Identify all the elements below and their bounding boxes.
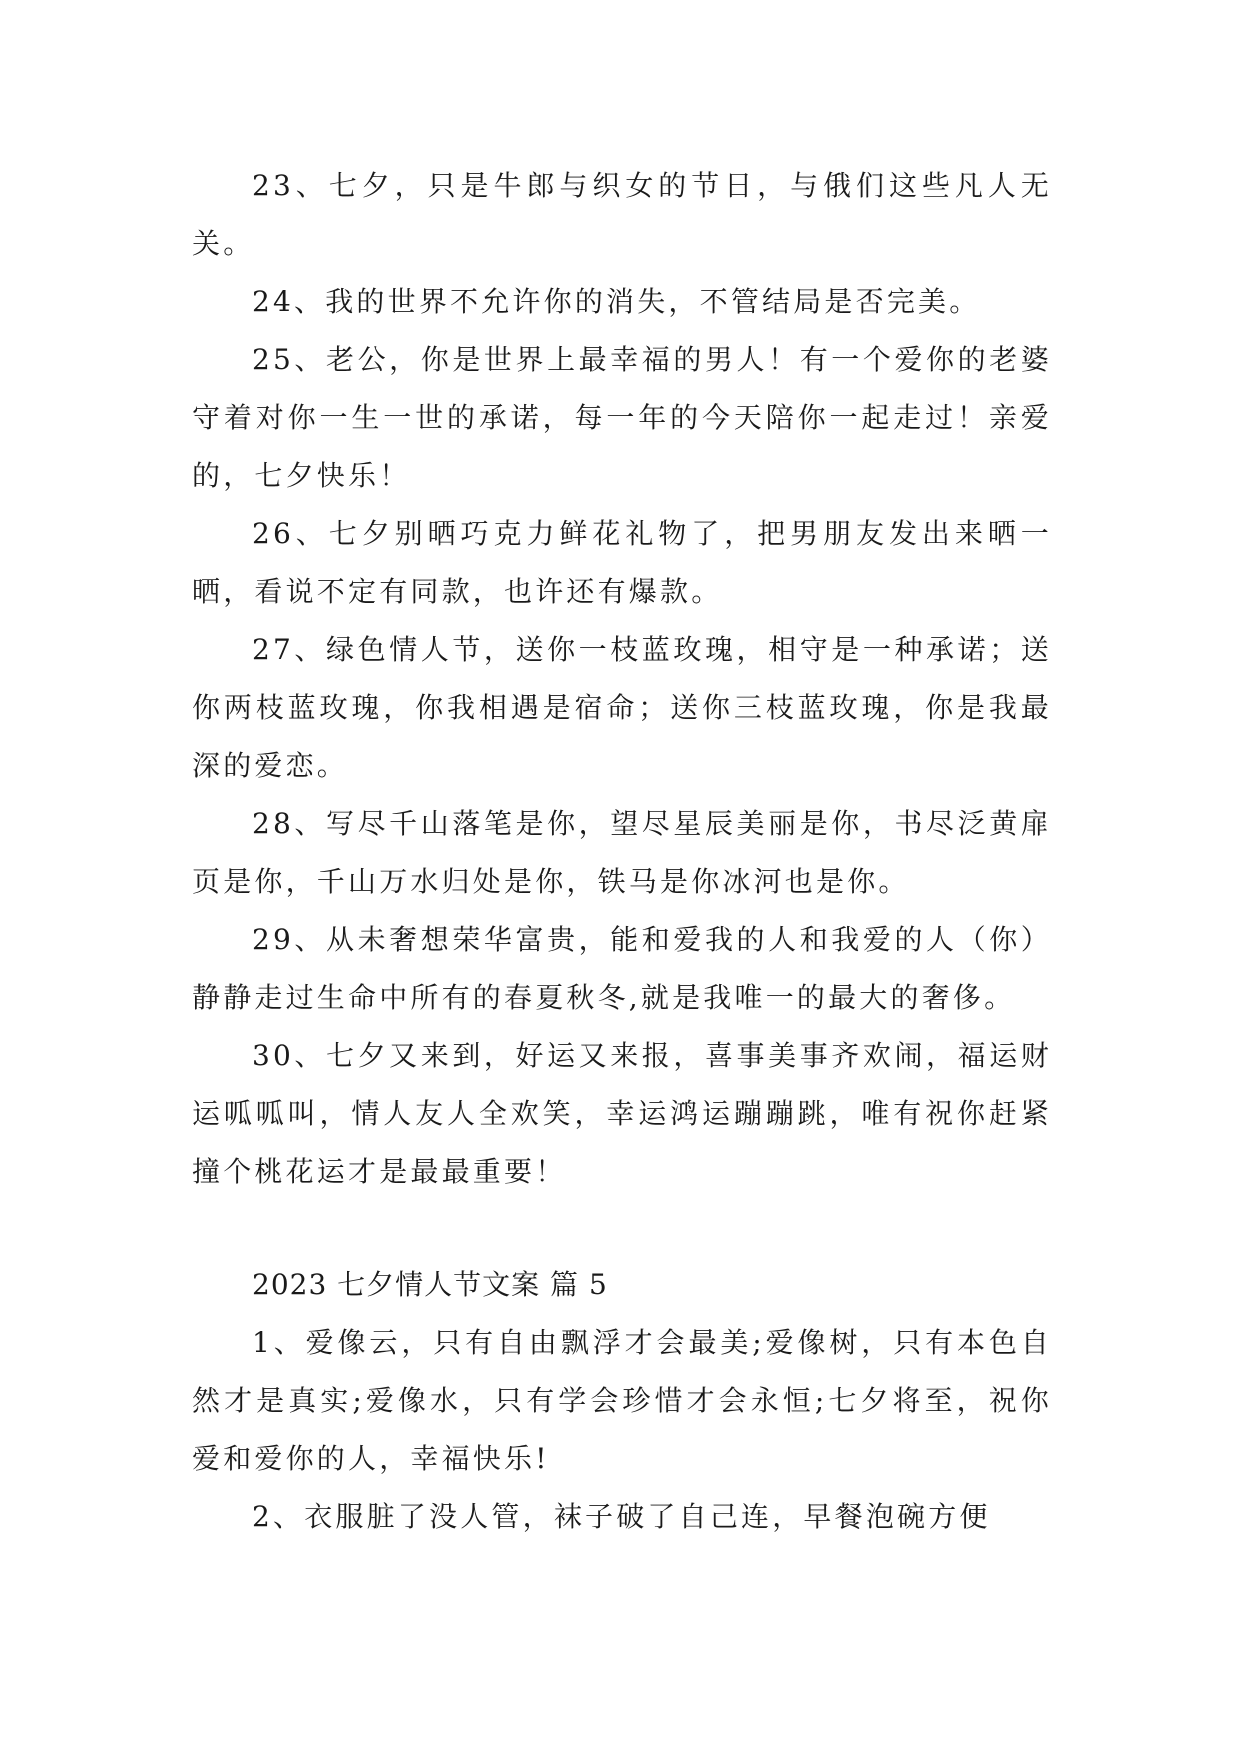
paragraph-30: 30、七夕又来到，好运又来报，喜事美事齐欢闹，福运财运呱呱叫，情人友人全欢笑，幸运鸿运蹦蹦跳，唯有祝你赶紧撞个桃花运才是最最重要！ [192,1039,1052,1188]
paragraph-27: 27、绿色情人节，送你一枝蓝玫瑰，相守是一种承诺；送你两枝蓝玫瑰，你我相遇是宿命；送你三枝蓝玫瑰，你是我最深的爱恋。 [192,633,1052,782]
paragraph-2: 2、衣服脏了没人管，袜子破了自己连，早餐泡碗方便 [252,1500,991,1533]
paragraph-24: 24、我的世界不允许你的消失，不管结局是否完美。 [252,285,981,318]
paragraph-28: 28、写尽千山落笔是你，望尽星辰美丽是你，书尽泛黄扉页是你，千山万水归处是你，铁马是你冰河也是你。 [192,807,1052,898]
paragraph-26: 26、七夕别晒巧克力鲜花礼物了，把男朋友发出来晒一晒，看说不定有同款，也许还有爆款。 [192,517,1052,608]
paragraph-25: 25、老公，你是世界上最幸福的男人！有一个爱你的老婆守着对你一生一世的承诺，每一年的今天陪你一起走过！亲爱的，七夕快乐！ [192,343,1052,492]
document-body [192,157,1052,1546]
paragraph-23: 23、七夕，只是牛郎与织女的节日，与俄们这些凡人无关。 [192,169,1052,260]
paragraph-1: 1、爱像云，只有自由飘浮才会最美;爱像树，只有本色自然才是真实;爱像水，只有学会珍惜才会永恒;七夕将至，祝你爱和爱你的人，幸福快乐! [192,1326,1052,1475]
paragraph-29: 29、从未奢想荣华富贵，能和爱我的人和我爱的人（你）静静走过生命中所有的春夏秋冬,就是我唯一的最大的奢侈。 [192,923,1052,1014]
section-title: 2023 七夕情人节文案 篇 5 [252,1268,608,1301]
